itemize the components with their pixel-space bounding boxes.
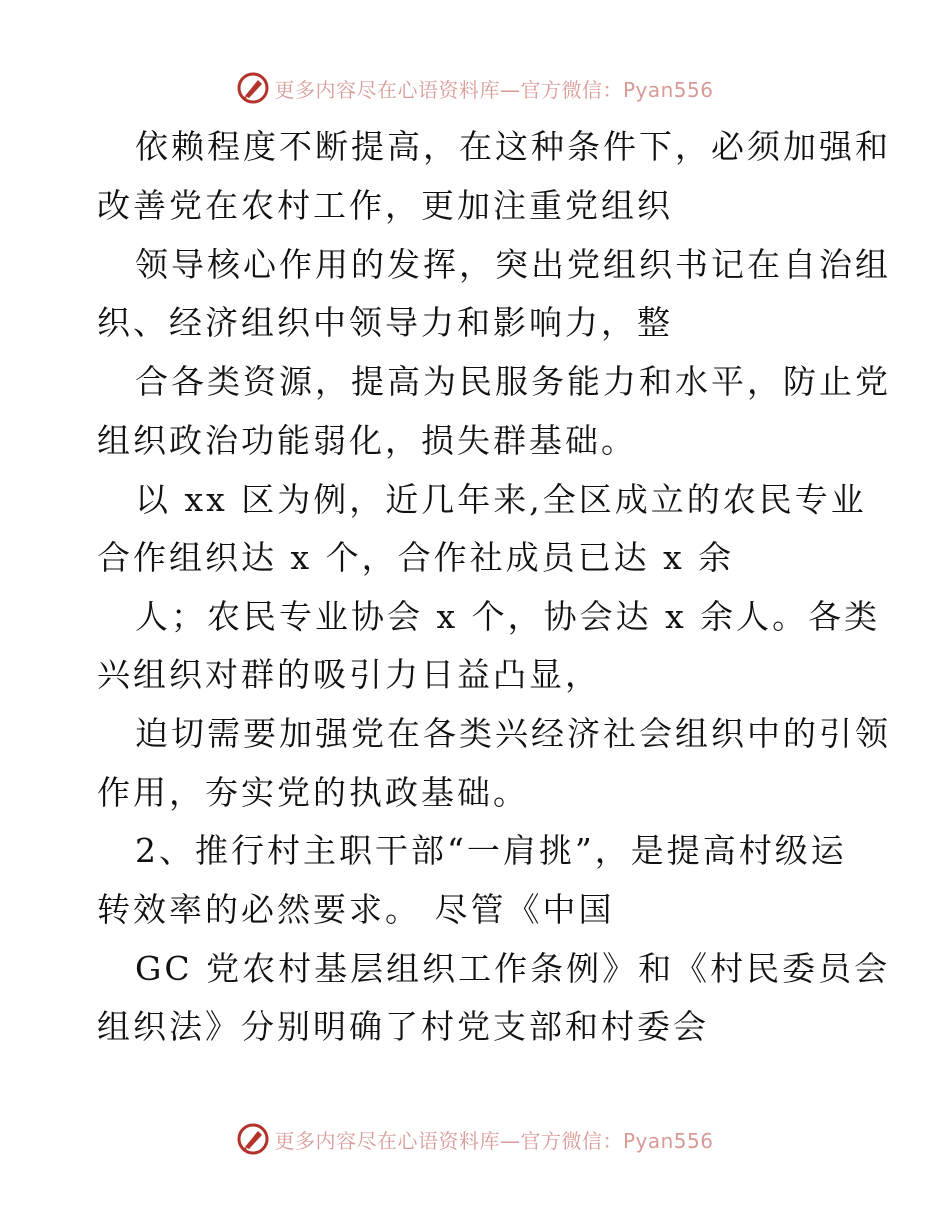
- pen-logo-icon: [236, 1122, 270, 1156]
- paragraph-line: 改善党在农村工作，更加注重党组织: [97, 186, 673, 225]
- paragraph-line: 2、推行村主职干部“一肩挑”，是提高村级运: [135, 831, 847, 870]
- paragraph-line: 组织政治功能弱化，损失群基础。: [97, 421, 637, 460]
- paragraph-line: 作用，夯实党的执政基础。: [97, 773, 529, 812]
- paragraph-line: GC 党农村基层组织工作条例》和《村民委员会: [135, 949, 891, 988]
- header-banner-text: 更多内容尽在心语资料库—官方微信：Pyan556: [274, 77, 714, 102]
- paragraph-line: 人；农民专业协会 x 个，协会达 x 余人。各类: [135, 597, 881, 636]
- paragraph-line: 织、经济组织中领导力和影响力，整: [97, 303, 673, 342]
- footer-banner: [0, 1119, 950, 1159]
- paragraph-line: 兴组织对群的吸引力日益凸显，: [97, 655, 601, 694]
- paragraph-line: 迫切需要加强党在各类兴经济社会组织中的引领: [135, 714, 891, 753]
- paragraph-line: 以 xx 区为例，近几年来,全区成立的农民专业: [135, 480, 867, 519]
- paragraph-line: 转效率的必然要求。 尽管《中国: [97, 890, 615, 929]
- paragraph-line: 合各类资源，提高为民服务能力和水平，防止党: [135, 362, 891, 401]
- paragraph-line: 组织法》分别明确了村党支部和村委会: [97, 1007, 709, 1046]
- paragraph-line: 合作组织达 x 个，合作社成员已达 x 余: [97, 538, 735, 577]
- paragraph-line: 领导核心作用的发挥，突出党组织书记在自治组: [135, 245, 891, 284]
- paragraph-line: 依赖程度不断提高，在这种条件下，必须加强和: [135, 127, 891, 166]
- footer-banner-text: 更多内容尽在心语资料库—官方微信：Pyan556: [274, 1128, 714, 1153]
